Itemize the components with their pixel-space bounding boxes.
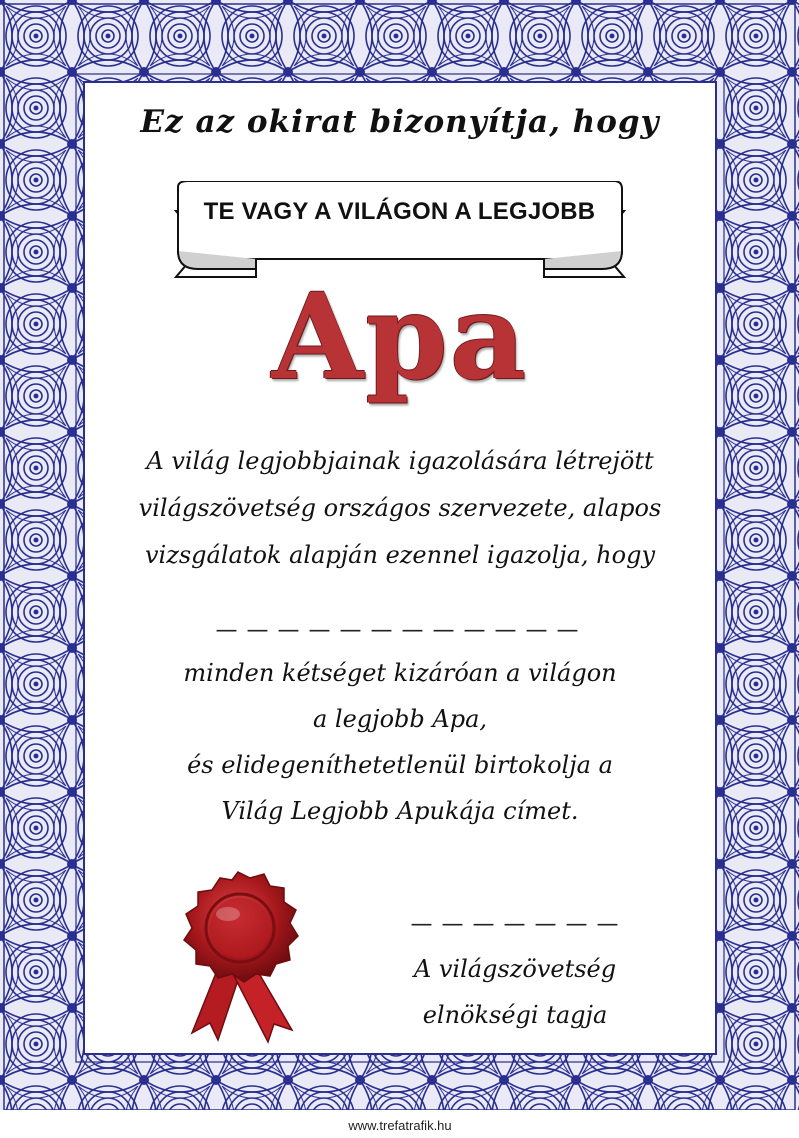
- footer-url: www.trefatrafik.hu: [348, 1118, 452, 1133]
- certificate-title: Apa: [271, 267, 529, 406]
- signer-block: [380, 946, 650, 1038]
- certificate-body: [100, 438, 700, 579]
- certificate-claim: [100, 650, 700, 834]
- signer-line: elnökségi tagja: [422, 1001, 608, 1029]
- body-line: A világ legjobbjainak igazolására létrejött: [146, 447, 654, 475]
- claim-line: a legjobb Apa,: [312, 705, 488, 733]
- signer-line: A világszövetség: [413, 955, 617, 983]
- wax-seal-with-ribbon-icon: [170, 868, 310, 1048]
- claim-line: minden kétséget kizáróan a világon: [183, 659, 617, 687]
- signature-blank-line: — — — — — — —: [410, 912, 620, 937]
- name-blank-line: — — — — — — — — — — — —: [215, 618, 580, 643]
- body-line: világszövetség országos szervezete, alapos: [138, 494, 662, 522]
- claim-line: és elidegeníthetetlenül birtokolja a: [187, 751, 613, 779]
- body-line: vizsgálatok alapján ezennel igazolja, hogy: [144, 541, 656, 569]
- banner-text: TE VAGY A VILÁGON A LEGJOBB: [203, 198, 596, 225]
- banner-ribbon: [174, 181, 626, 281]
- certificate-heading: Ez az okirat bizonyítja, hogy: [140, 104, 660, 140]
- claim-line: Világ Legjobb Apukája címet.: [221, 797, 579, 825]
